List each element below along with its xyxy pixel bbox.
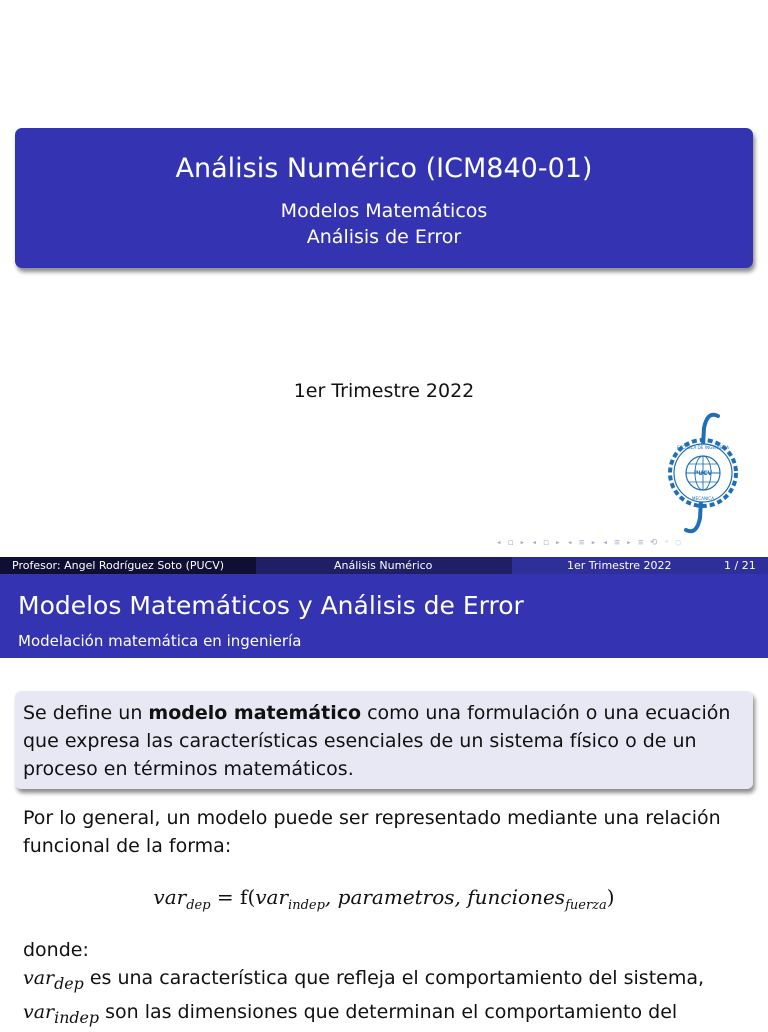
definition-pre: Se define un (23, 702, 149, 724)
subtitle-line-1: Modelos Matemáticos (280, 200, 488, 222)
var-dep-sub: dep (54, 973, 84, 993)
eq-lhs-sub: dep (186, 898, 211, 913)
footline (0, 557, 768, 574)
definition-var-dep (23, 964, 743, 998)
footline-author-section (0, 557, 256, 574)
eq-arg1-sub: indep (288, 898, 325, 913)
presentation-date: 1er Trimestre 2022 (293, 380, 475, 402)
eq-equals: = f( (210, 885, 256, 909)
var-dep-symbol: var (23, 967, 55, 989)
donde-label: donde: (23, 939, 89, 961)
var-indep-symbol: var (23, 1000, 55, 1023)
footline-date-section (512, 557, 768, 574)
footline-title: Análisis Numérico (334, 559, 433, 572)
eq-close: ) (606, 885, 615, 909)
seal-ring-text-top: ESCUELA DE INGENIERIA (676, 445, 730, 450)
eq-arg3-sub: fuerza (565, 898, 607, 913)
definition-term: modelo matemático (148, 702, 362, 724)
seal-center-text: PUCV (693, 470, 713, 477)
title-block (15, 128, 753, 268)
footline-page-number: 1 / 21 (724, 559, 756, 572)
model-equation (0, 885, 768, 913)
var-indep-sub: indep (54, 1007, 100, 1027)
frame-title-bar (0, 574, 768, 658)
paragraph-donde (23, 936, 743, 1032)
definition-text (23, 699, 745, 783)
var-dep-text: es una característica que refleja el comportamiento del sistema, (83, 967, 705, 989)
beamer-navigation-symbols[interactable]: ◂ ◻ ▸ ◂ ◻ ▸ ◂ ≡ ▸ ◂ ≡ ▸ ≡ ⟲ ◦ ◌ (496, 538, 682, 548)
var-indep-text: son las dimensiones que determinan el comportamiento del (99, 1000, 678, 1023)
frame-subtitle: Modelación matemática en ingeniería (18, 632, 302, 650)
footline-author: Profesor: Angel Rodríguez Soto (PUCV) (12, 559, 225, 572)
presentation-subtitle (15, 198, 753, 250)
university-seal-icon (666, 412, 742, 534)
definition-block (15, 691, 753, 789)
subtitle-line-2: Análisis de Error (306, 226, 462, 248)
definition-var-indep (23, 998, 743, 1032)
eq-lhs: var (153, 885, 187, 909)
seal-ring-text-bottom: MECANICA (691, 496, 715, 501)
presentation-title: Análisis Numérico (ICM840-01) (175, 153, 593, 184)
footline-date: 1er Trimestre 2022 (567, 559, 672, 572)
footline-title-section (256, 557, 512, 574)
frame-title: Modelos Matemáticos y Análisis de Error (18, 591, 524, 620)
eq-arg1: var (255, 885, 289, 909)
eq-arg2: , parametros, funciones (324, 885, 566, 909)
definition-post: como una formulación o una ecuación que expresa las características esenciales de un sistema físico o de un proceso en términos matemáticos. (23, 702, 731, 780)
paragraph-functional-relation: Por lo general, un modelo puede ser representado mediante una relación funcional de la forma: (23, 807, 721, 857)
